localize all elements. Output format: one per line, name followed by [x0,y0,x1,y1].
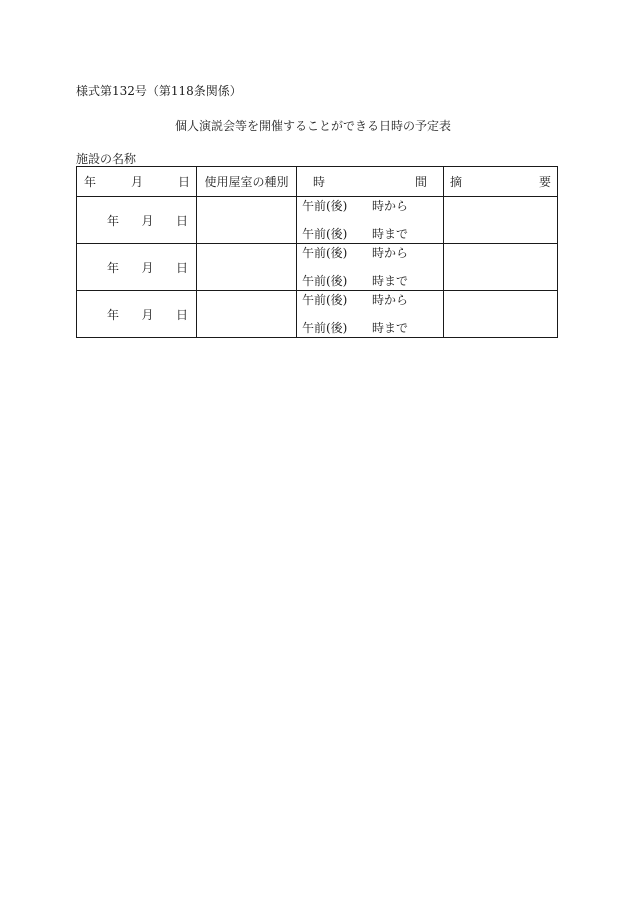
time-from-line [302,199,443,213]
time-to-ampm: 午前(後) [302,274,348,288]
form-number: 様式第132号（第118条関係） [76,84,242,98]
time-to-ampm: 午前(後) [302,227,348,241]
header-date [77,167,197,197]
header-date-month: 月 [130,175,143,189]
row-notes-cell[interactable] [444,244,558,291]
row-date-month: 月 [141,260,154,275]
time-from-ampm: 午前(後) [302,199,348,213]
time-to-ampm: 午前(後) [302,321,348,335]
header-notes-char-2: 要 [538,175,551,189]
document-title: 個人演説会等を開催することができる日時の予定表 [175,119,452,133]
header-date-day: 日 [177,175,190,189]
time-from-suffix: 時から [372,199,409,213]
row-date-year: 年 [107,307,120,322]
time-to-suffix: 時まで [372,321,409,335]
time-from-ampm: 午前(後) [302,293,348,307]
time-to-line [302,227,443,241]
row-date-cell[interactable] [77,197,197,244]
row-notes-cell[interactable] [444,291,558,338]
row-date-cell[interactable] [77,291,197,338]
time-from-suffix: 時から [372,246,409,260]
header-date-year: 年 [84,175,97,189]
row-date-day: 日 [175,213,188,228]
row-time-cell[interactable] [297,197,444,244]
time-to-suffix: 時まで [372,227,409,241]
header-time [297,167,444,197]
header-notes-char-1: 摘 [450,175,463,189]
schedule-table [76,166,558,338]
time-from-suffix: 時から [372,293,409,307]
row-date-month: 月 [141,213,154,228]
row-date-day: 日 [175,260,188,275]
row-time-cell[interactable] [297,244,444,291]
row-room-cell[interactable] [197,291,297,338]
header-time-char-2: 間 [414,175,427,189]
table-row [77,291,558,338]
header-notes [444,167,558,197]
table-row [77,244,558,291]
time-from-ampm: 午前(後) [302,246,348,260]
header-room-type [197,167,297,197]
row-notes-cell[interactable] [444,197,558,244]
row-date-year: 年 [107,213,120,228]
header-row [77,167,558,197]
header-time-char-1: 時 [313,175,326,189]
time-from-line [302,293,443,307]
time-from-line [302,246,443,260]
row-date-day: 日 [175,307,188,322]
row-date-cell[interactable] [77,244,197,291]
time-to-suffix: 時まで [372,274,409,288]
table-row [77,197,558,244]
time-to-line [302,274,443,288]
time-to-line [302,321,443,335]
row-time-cell[interactable] [297,291,444,338]
header-room-type-label: 使用屋室の種別 [204,175,289,189]
facility-name-label: 施設の名称 [76,152,137,166]
row-date-month: 月 [141,307,154,322]
row-room-cell[interactable] [197,197,297,244]
row-date-year: 年 [107,260,120,275]
row-room-cell[interactable] [197,244,297,291]
